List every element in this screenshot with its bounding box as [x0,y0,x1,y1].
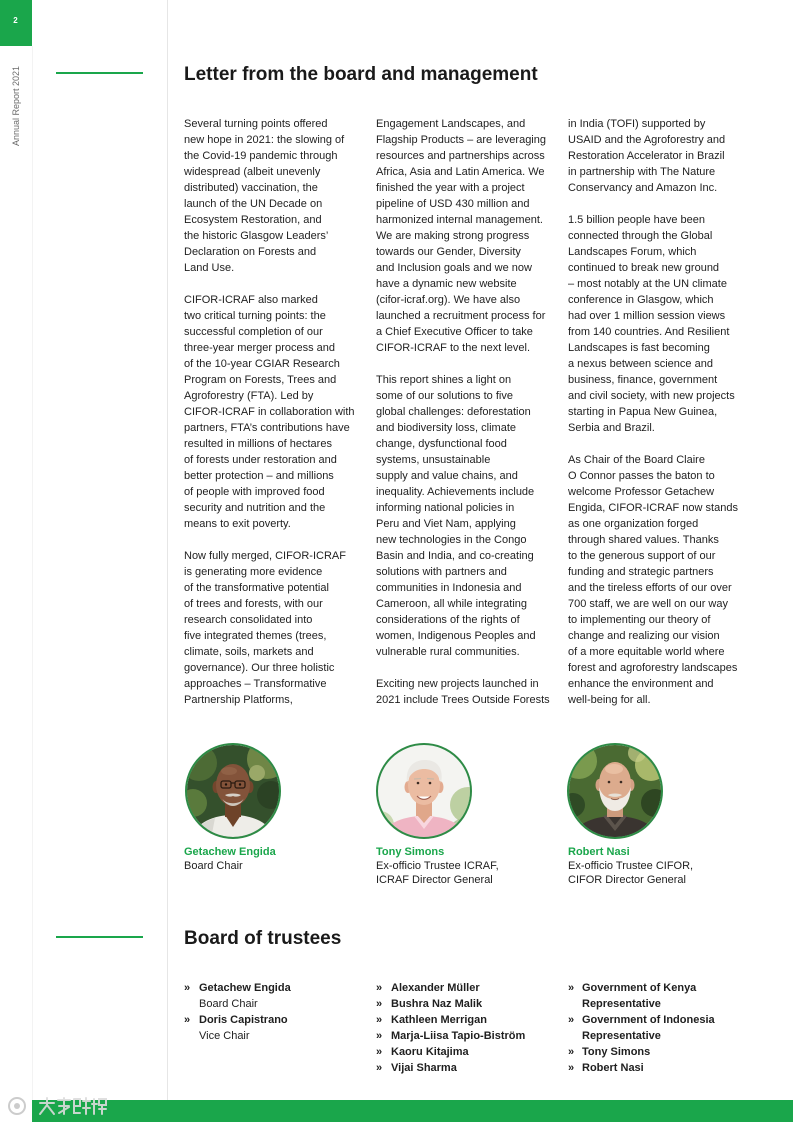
letter-paragraph: in India (TOFI) supported by USAID and the Agroforestry and Restoration Accelerator in Brazil in partnership with The Nature Conservancy and Amazon Inc. [568,118,726,194]
trustee-item [376,1028,525,1044]
bullet-glyph: » [376,1046,383,1058]
bullet-glyph: » [568,1062,575,1074]
trustee-item [376,996,525,1012]
trustee-name: Government of Indonesia Representative [582,1014,715,1042]
signatory-role: ICRAF Director General [376,874,493,886]
trustee-item [568,1012,715,1044]
signatory-role: Board Chair [184,860,243,872]
letter-paragraph: Exciting new projects launched in 2021 include Trees Outside Forests [376,678,550,706]
bullet-glyph: » [568,1046,575,1058]
trustee-list-column-3 [568,980,715,1076]
trustee-name: Doris Capistrano [199,1014,288,1026]
bullet-glyph: » [568,1014,575,1026]
portrait-photo-getachew-engida [185,743,281,839]
portrait-image [185,743,281,839]
signatory-getachew-engida [184,845,276,873]
letter-paragraph: CIFOR-ICRAF also marked two critical turning points: the successful completion of our three-year merger process and of the 10-year CGIAR Research Program on Forests, Trees and Agroforestry (FTA). Led by CIFOR-ICRAF in collaboration with partners, FTA’s contributions have resulted in millions of hectares of forests under restoration and better protection – and millions of people with improved food security and nutrition and the means to exit poverty. [184,294,355,530]
portrait-image [567,743,663,839]
letter-paragraph: Engagement Landscapes, and Flagship Products – are leveraging resources and partnerships across Africa, Asia and Latin America. We finished the year with a project pipeline of USD 430 million and harmonized internal management. We are making strong progress towards our Gender, Diversity and Inclusion goals and we now have a dynamic new website (cifor-icraf.org). We have also launched a recruitment process for a Chief Executive Officer to take CIFOR-ICRAF to the next level. [376,118,546,354]
letter-paragraph: 1.5 billion people have been connected through the Global Landscapes Forum, which continued to break new ground – most notably at the UN climate conference in Glasgow, which had over 1 million session views from 140 countries. And Resilient Landscapes is fast becoming a nexus between science and business, finance, government and civil society, with new projects starting in Papua New Guinea, Serbia and Brazil. [568,214,735,434]
portrait-photo-tony-simons [376,743,472,839]
bullet-glyph: » [376,982,383,994]
trustee-item [184,980,291,1012]
watermark-logo [4,1093,108,1119]
page-title: Letter from the board and management [184,64,538,85]
trustee-item [568,1060,715,1076]
left-margin-rule [32,46,33,1100]
trustee-item [568,980,715,1012]
signatory-name: Getachew Engida [184,846,276,858]
trustee-name: Kaoru Kitajima [391,1046,469,1058]
portrait-image [376,743,472,839]
portrait-photo-robert-nasi [567,743,663,839]
trustee-item [184,1012,291,1044]
trustee-name: Vijai Sharma [391,1062,457,1074]
trustee-name: Alexander Müller [391,982,480,994]
bullet-glyph: » [184,982,191,994]
letter-paragraph: This report shines a light on some of our solutions to five global challenges: deforestation and biodiversity loss, climate change, dysfunctional food systems, unsustainable supply and value chains, and inequality. Achievements include informing national policies in Peru and Viet Nam, applying new technologies in the Congo Basin and India, and co-creating solutions with partners and communities in Indonesia and Cameroon, all while integrating considerations of the rights of women, Indigenous Peoples and vulnerable rural communities. [376,374,536,658]
letter-paragraph: Now fully merged, CIFOR-ICRAF is generating more evidence of the transformative potential of trees and forests, with our research consolidated into five integrated themes (trees, climate, soils, markets and governance). Our three holistic approaches – Transformative Partnership Platforms, [184,550,346,706]
page-number: 2 [13,16,18,25]
trustee-role: Board Chair [199,998,258,1010]
trustee-name: Getachew Engida [199,982,291,994]
signatory-tony-simons [376,845,499,887]
trustee-name: Robert Nasi [582,1062,644,1074]
signatory-name: Tony Simons [376,846,445,858]
signatory-robert-nasi [568,845,693,887]
title-accent-rule [56,72,143,74]
signatory-role: Ex-officio Trustee CIFOR, [568,860,694,872]
page-number-tab [0,0,32,46]
trustee-item [376,1012,525,1028]
footer-bar [32,1100,793,1122]
trustee-name: Marja-Liisa Tapio-Biström [391,1030,526,1042]
letter-column-1 [184,116,370,724]
bullet-glyph: » [184,1014,191,1026]
bullet-glyph: » [376,1062,383,1074]
trustee-item [376,1044,525,1060]
bullet-glyph: » [376,1030,383,1042]
trustee-item [568,1044,715,1060]
running-title: Annual Report 2021 [11,65,21,147]
letter-paragraph: As Chair of the Board Claire O Connor passes the baton to welcome Professor Getachew Engida, CIFOR-ICRAF now stands as one organization forged through shared values. Thanks to the generous support of our funding and strategic partners and the tireless efforts of our over 700 staff, we are well on our way to implementing our theory of change and realizing our vision of a more equitable world where forest and agroforestry landscapes enhance the environment and well-being for all. [568,454,738,706]
section-accent-rule [56,936,143,938]
bullet-glyph: » [376,1014,383,1026]
trustee-item [376,980,525,996]
trustee-name: Bushra Naz Malik [391,998,483,1010]
signatory-name: Robert Nasi [568,846,630,858]
section-title: Board of trustees [184,928,342,949]
trustee-name: Government of Kenya Representative [582,982,697,1010]
letter-column-3 [568,116,754,724]
trustee-item [376,1060,525,1076]
trustee-list-column-1 [184,980,291,1044]
bullet-glyph: » [376,998,383,1010]
letter-column-2 [376,116,562,724]
signatory-role: CIFOR Director General [568,874,686,886]
trustee-role: Vice Chair [199,1030,250,1042]
signatory-role: Ex-officio Trustee ICRAF, [376,860,499,872]
trustee-list-column-2 [376,980,525,1076]
trustee-name: Kathleen Merrigan [391,1014,487,1026]
letter-paragraph: Several turning points offered new hope in 2021: the slowing of the Covid-19 pandemic through widespread (albeit unevenly distributed) vaccination, the launch of the UN Decade on Ecosystem Restoration, and the historic Glasgow Leaders’ Declaration on Forests and Land Use. [184,118,345,274]
margin-divider [167,0,168,1100]
bullet-glyph: » [568,982,575,994]
trustee-name: Tony Simons [582,1046,651,1058]
